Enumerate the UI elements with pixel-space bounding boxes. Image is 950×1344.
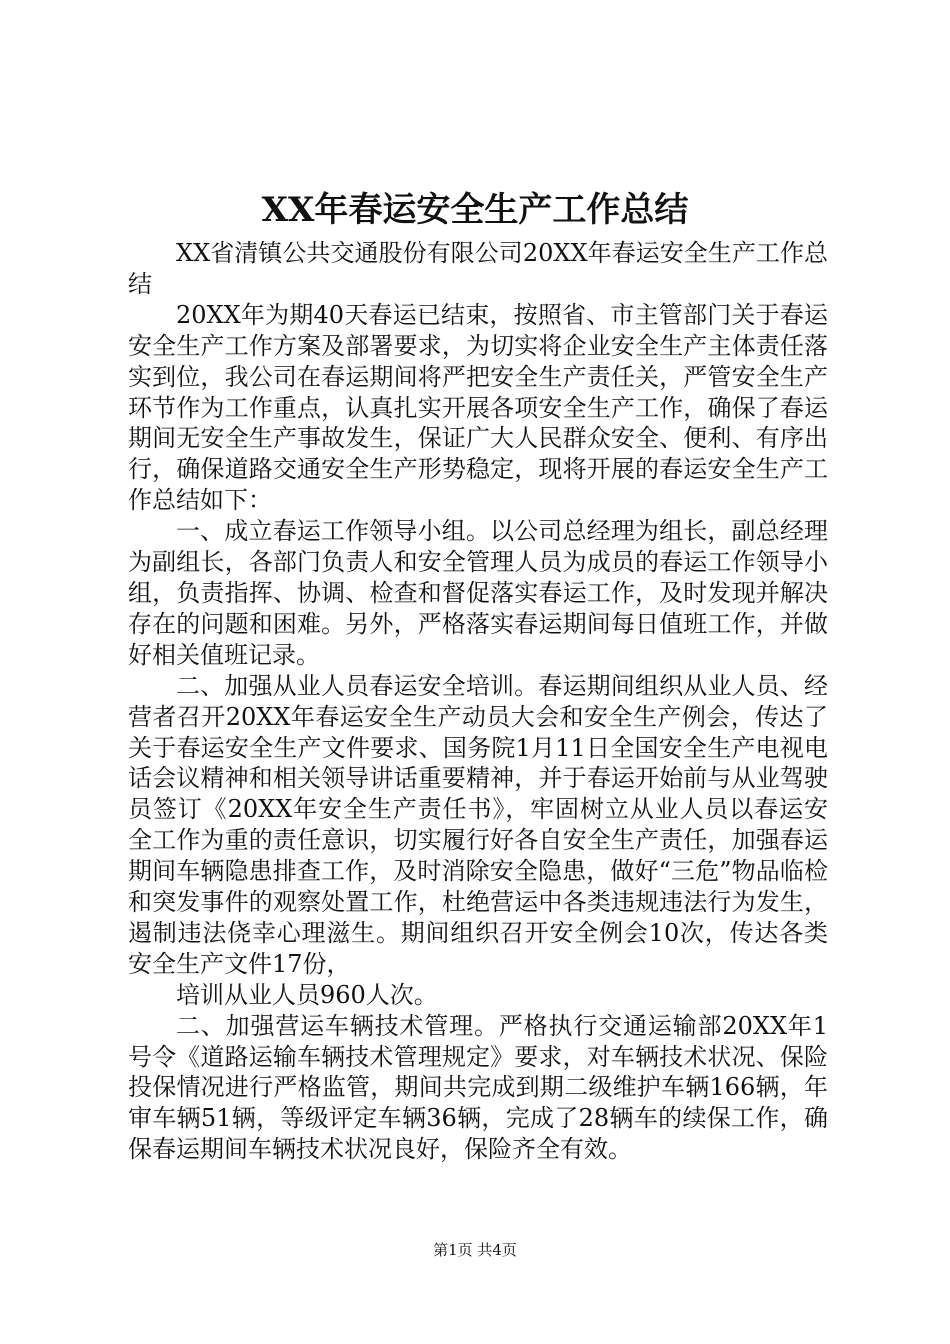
paragraph-section-1: 一、成立春运工作领导小组。以公司总经理为组长，副总经理为副组长，各部门负责人和安全管理人员为成员的春运工作领导小组，负责指挥、协调、检查和督促落实春运工作，及时发现并解决存在的问题和困难。另外，严格落实春运期间每日值班工作，并做好相关值班记录。 <box>128 517 828 669</box>
document-title: XX年春运安全生产工作总结 <box>261 190 689 230</box>
paragraph-section-3: 二、加强营运车辆技术管理。严格执行交通运输部20XX年1号令《道路运输车辆技术管理规定》要求，对车辆技术状况、保险投保情况进行严格监管，期间共完成到期二级维护车辆166辆，年审车辆51辆，等级评定车辆36辆，完成了28辆车的续保工作，确保春运期间车辆技术状况良好，保险齐全有效。 <box>128 1011 828 1164</box>
paragraph-section-2: 二、加强从业人员春运安全培训。春运期间组织从业人员、经营者召开20XX年春运安全生产动员大会和安全生产例会，传达了关于春运安全生产文件要求、国务院1月11日全国安全生产电视电话会议精神和相关领导讲话重要精神，并于春运开始前与从业驾驶员签订《20XX年安全生产责任书》，牢固树立从业人员以春运安全工作为重的责任意识，切实履行好各自安全生产责任，加强春运期间车辆隐患排查工作，及时消除安全隐患，做好“三危”物品临检和突发事件的观察处置工作，杜绝营运中各类违规违法行为发生，遏制违法侥幸心理滋生。期间组织召开安全例会10次，传达各类安全生产文件17份， <box>128 671 828 978</box>
page-number-footer: 第1页 共4页 <box>433 1241 517 1259</box>
document-body <box>128 238 828 1165</box>
paragraph-intro: 20XX年为期40天春运已结束，按照省、市主管部门关于春运安全生产工作方案及部署要求，为切实将企业安全生产主体责任落实到位，我公司在春运期间将严把安全生产责任关，严管安全生产环节作为工作重点，认真扎实开展各项安全生产工作，确保了春运期间无安全生产事故发生，保证广大人民群众安全、便利、有序出行，确保道路交通安全生产形势稳定，现将开展的春运安全生产工作总结如下： <box>128 300 828 515</box>
paragraph-heading-line: XX省清镇公共交通股份有限公司20XX年春运安全生产工作总结 <box>128 239 828 298</box>
paragraph-training-count: 培训从业人员960人次。 <box>176 980 438 1009</box>
